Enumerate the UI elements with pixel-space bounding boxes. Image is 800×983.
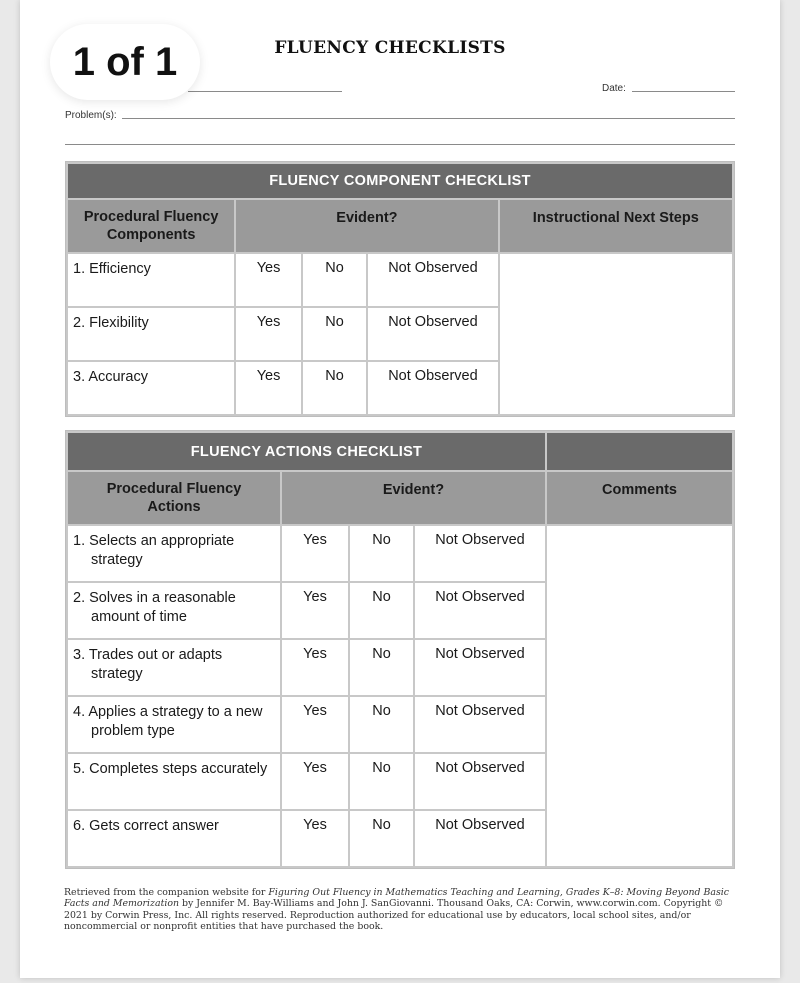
page-title: FLUENCY CHECKLISTS: [274, 38, 506, 58]
yes-option[interactable]: Yes: [236, 362, 301, 414]
not-observed-option[interactable]: Not Observed: [368, 308, 497, 360]
no-option[interactable]: No: [350, 526, 413, 581]
not-observed-option[interactable]: Not Observed: [415, 754, 545, 809]
yes-option[interactable]: Yes: [236, 308, 301, 360]
no-option[interactable]: No: [350, 697, 413, 752]
yes-option[interactable]: Yes: [282, 811, 348, 866]
no-option[interactable]: No: [350, 640, 413, 695]
component-checklist-title: FLUENCY COMPONENT CHECKLIST: [68, 164, 732, 198]
table-row: [68, 526, 732, 581]
not-observed-option[interactable]: Not Observed: [415, 583, 545, 638]
header-next-steps: Instructional Next Steps: [500, 200, 732, 252]
name-line[interactable]: [188, 91, 342, 92]
not-observed-option[interactable]: Not Observed: [415, 526, 545, 581]
action-item: 4. Applies a strategy to a new problem type: [73, 704, 263, 739]
problems-line[interactable]: [122, 118, 735, 119]
yes-option[interactable]: Yes: [282, 640, 348, 695]
problems-line-2[interactable]: [65, 144, 735, 145]
date-label: Date:: [602, 83, 626, 94]
footer-book-title: Figuring Out Fluency in Mathematics Teaching and Learning, Grades K–8: Moving Beyond Basic Facts and Memorization: [64, 887, 730, 910]
comments-cell[interactable]: [547, 526, 732, 866]
date-line[interactable]: [632, 91, 735, 92]
yes-option[interactable]: Yes: [282, 526, 348, 581]
header-comments: Comments: [547, 472, 732, 524]
header-evident: Evident?: [282, 472, 545, 524]
actions-checklist-title: FLUENCY ACTIONS CHECKLIST: [68, 433, 545, 470]
copyright-footer: [64, 887, 736, 932]
page-count-badge: 1 of 1: [50, 24, 200, 100]
action-item: 3. Trades out or adapts strategy: [73, 647, 223, 682]
yes-option[interactable]: Yes: [236, 254, 301, 306]
not-observed-option[interactable]: Not Observed: [415, 640, 545, 695]
no-option[interactable]: No: [303, 308, 367, 360]
no-option[interactable]: No: [350, 583, 413, 638]
footer-prefix: Retrieved from the companion website for: [64, 887, 269, 898]
next-steps-cell[interactable]: [500, 254, 732, 414]
yes-option[interactable]: Yes: [282, 697, 348, 752]
action-item: 5. Completes steps accurately: [73, 761, 268, 777]
component-checklist-table: [65, 161, 735, 417]
problems-label: Problem(s):: [65, 110, 117, 121]
footer-suffix: by Jennifer M. Bay-Williams and John J. SanGiovanni. Thousand Oaks, CA: Corwin, www.corwin.com. Copyright © 2021 by Corwin Press, Inc. All rights reserved. Reproduction authorized for educational use by educators, local school sites, and/or noncommercial or nonprofit entities that have purchased the book.: [64, 898, 724, 932]
not-observed-option[interactable]: Not Observed: [368, 254, 497, 306]
yes-option[interactable]: Yes: [282, 754, 348, 809]
table-row: [68, 254, 732, 306]
component-item: 1. Efficiency: [68, 254, 234, 306]
header-evident: Evident?: [236, 200, 497, 252]
action-item: 6. Gets correct answer: [73, 818, 219, 834]
component-item: 3. Accuracy: [68, 362, 234, 414]
no-option[interactable]: No: [350, 811, 413, 866]
actions-checklist-table: [65, 430, 735, 869]
yes-option[interactable]: Yes: [282, 583, 348, 638]
no-option[interactable]: No: [350, 754, 413, 809]
no-option[interactable]: No: [303, 254, 367, 306]
action-item: 1. Selects an appropriate strategy: [73, 533, 235, 568]
actions-title-blank: [547, 433, 732, 470]
not-observed-option[interactable]: Not Observed: [368, 362, 497, 414]
action-item: 2. Solves in a reasonable amount of time: [73, 590, 236, 625]
header-actions: Procedural Fluency Actions: [68, 472, 280, 524]
not-observed-option[interactable]: Not Observed: [415, 811, 545, 866]
no-option[interactable]: No: [303, 362, 367, 414]
not-observed-option[interactable]: Not Observed: [415, 697, 545, 752]
header-components: Procedural Fluency Components: [68, 200, 234, 252]
component-item: 2. Flexibility: [68, 308, 234, 360]
